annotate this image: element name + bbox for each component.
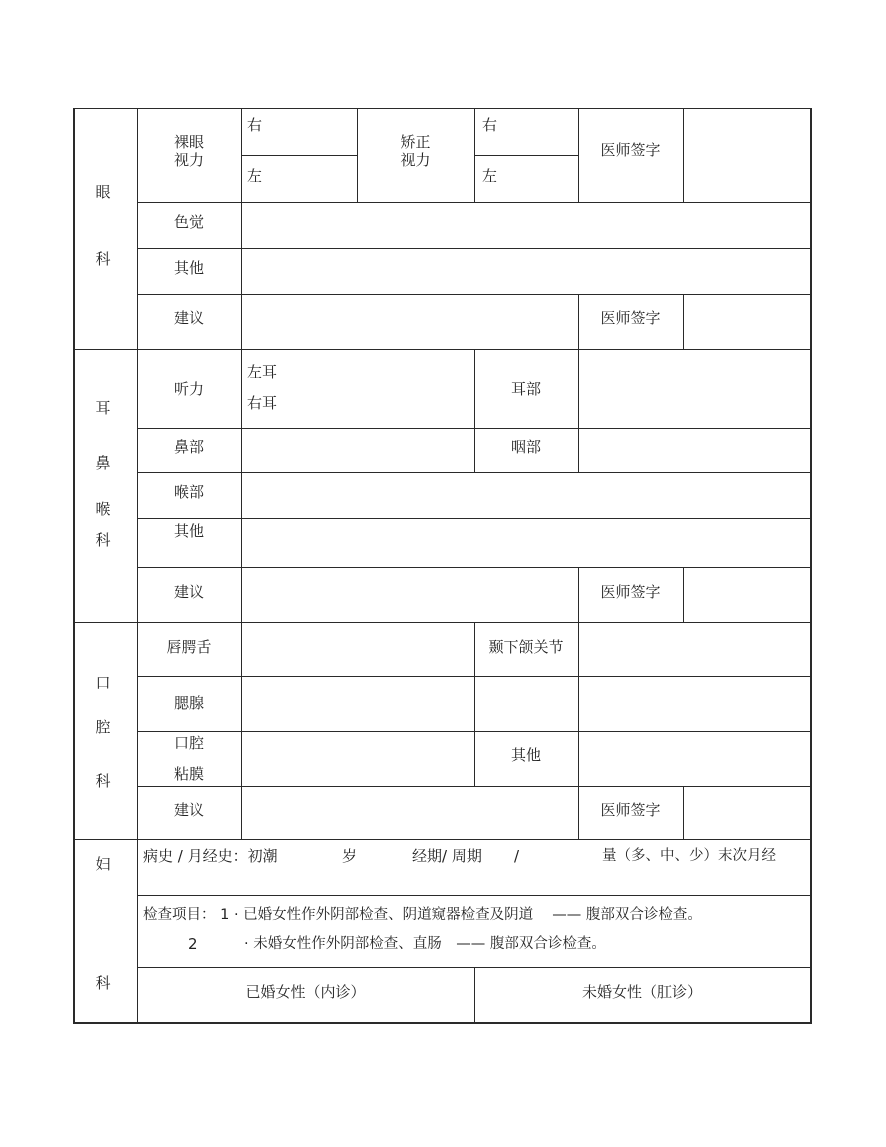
- border-bottom: [73, 1022, 812, 1024]
- oral-doctor-sign-label: 医师签字: [600, 801, 661, 819]
- naked-vision-label: 视力: [173, 151, 204, 169]
- mucosa-label: 粘膜: [173, 765, 204, 783]
- color-vision-field[interactable]: [242, 203, 810, 248]
- lips-gums-tongue-label: 唇腭舌: [166, 638, 212, 656]
- pharynx-field[interactable]: [579, 429, 810, 472]
- ent-dept-char: 科: [95, 531, 111, 549]
- exam-items-line: 检查项目： 1 · 已婚女性作外阴部检查、阴道窥器检查及阴道 —— 腹部双合诊检查。: [143, 907, 702, 923]
- border-left: [73, 108, 75, 1024]
- eye-other-label: 其他: [173, 259, 204, 277]
- ent-other-field[interactable]: [242, 519, 810, 567]
- amount-label: 量（多、中、少）末次月经: [602, 848, 776, 864]
- gyn-dept-char: 科: [95, 974, 111, 992]
- parotid-label: 腮腺: [173, 694, 204, 712]
- left-ear-label: 左耳: [247, 363, 278, 381]
- ent-advice-field[interactable]: [242, 568, 578, 622]
- age-unit-label: 岁: [342, 847, 358, 865]
- mucosa-label: 口腔: [173, 734, 204, 752]
- nose-field[interactable]: [242, 429, 474, 472]
- color-vision-label: 色觉: [173, 213, 204, 231]
- nose-label: 鼻部: [173, 438, 204, 456]
- menstrual-history-label: 病史 / 月经史：初潮: [143, 847, 278, 865]
- ent-doctor-sign-label: 医师签字: [600, 583, 661, 601]
- corrected-right-label: 右: [482, 116, 498, 134]
- line: [241, 155, 357, 156]
- hearing-label: 听力: [173, 380, 204, 398]
- border-right: [810, 108, 812, 1024]
- oral-advice-label: 建议: [173, 801, 204, 819]
- line: [474, 155, 578, 156]
- ear-field[interactable]: [579, 350, 810, 428]
- dept-column-line: [137, 108, 138, 1023]
- gyn-dept-char: 妇: [95, 855, 111, 873]
- naked-right-label: 右: [247, 116, 263, 134]
- married-exam-label[interactable]: 已婚女性（内诊）: [245, 983, 366, 1001]
- eye-advice-field[interactable]: [242, 295, 578, 349]
- larynx-label: 喉部: [173, 483, 204, 501]
- exam-item-number: 2: [188, 935, 198, 953]
- line: [137, 895, 810, 896]
- period-cycle-label: 经期/ 周期: [412, 847, 482, 865]
- corrected-vision-label: 视力: [400, 151, 431, 169]
- period-cycle-slash: /: [514, 847, 520, 865]
- oral-dept-char: 腔: [95, 718, 111, 736]
- section-divider: [73, 839, 812, 840]
- ear-label: 耳部: [510, 380, 541, 398]
- tmj-field[interactable]: [579, 623, 810, 676]
- line: [683, 294, 684, 349]
- line: [683, 786, 684, 839]
- eye-doctor-sign-field[interactable]: [684, 109, 810, 202]
- eye-advice-sign-label: 医师签字: [600, 309, 661, 327]
- oral-other-field[interactable]: [579, 732, 810, 786]
- corrected-vision-label: 矫正: [400, 133, 431, 151]
- tmj-label: 颞下颌关节: [488, 638, 564, 656]
- parotid-field[interactable]: [242, 677, 474, 731]
- lips-gums-tongue-field[interactable]: [242, 623, 474, 676]
- mucosa-field[interactable]: [242, 732, 474, 786]
- oral-other-label: 其他: [510, 746, 541, 764]
- eye-other-field[interactable]: [242, 249, 810, 294]
- unmarried-exam-label[interactable]: 未婚女性（肛诊）: [581, 983, 702, 1001]
- ent-dept-char: 鼻: [95, 454, 111, 472]
- exam-items-line: · 未婚女性作外阴部检查、直肠 —— 腹部双合诊检查。: [244, 936, 606, 952]
- eye-dept-char: 眼: [95, 183, 111, 201]
- ent-dept-char: 喉: [95, 500, 111, 518]
- larynx-field[interactable]: [242, 473, 810, 518]
- oral-dept-char: 科: [95, 772, 111, 790]
- ent-other-label: 其他: [173, 522, 204, 540]
- eye-doctor-sign-label: 医师签字: [600, 141, 661, 159]
- corrected-left-label: 左: [482, 167, 498, 185]
- ent-advice-label: 建议: [173, 583, 204, 601]
- line: [683, 567, 684, 622]
- eye-dept-char: 科: [95, 250, 111, 268]
- right-ear-label: 右耳: [247, 394, 278, 412]
- naked-vision-label: 裸眼: [173, 133, 204, 151]
- naked-left-label: 左: [247, 167, 263, 185]
- eye-advice-label: 建议: [173, 309, 204, 327]
- ent-dept-char: 耳: [95, 399, 111, 417]
- pharynx-label: 咽部: [510, 438, 541, 456]
- oral-advice-field[interactable]: [242, 787, 578, 839]
- oral-dept-char: 口: [95, 674, 111, 692]
